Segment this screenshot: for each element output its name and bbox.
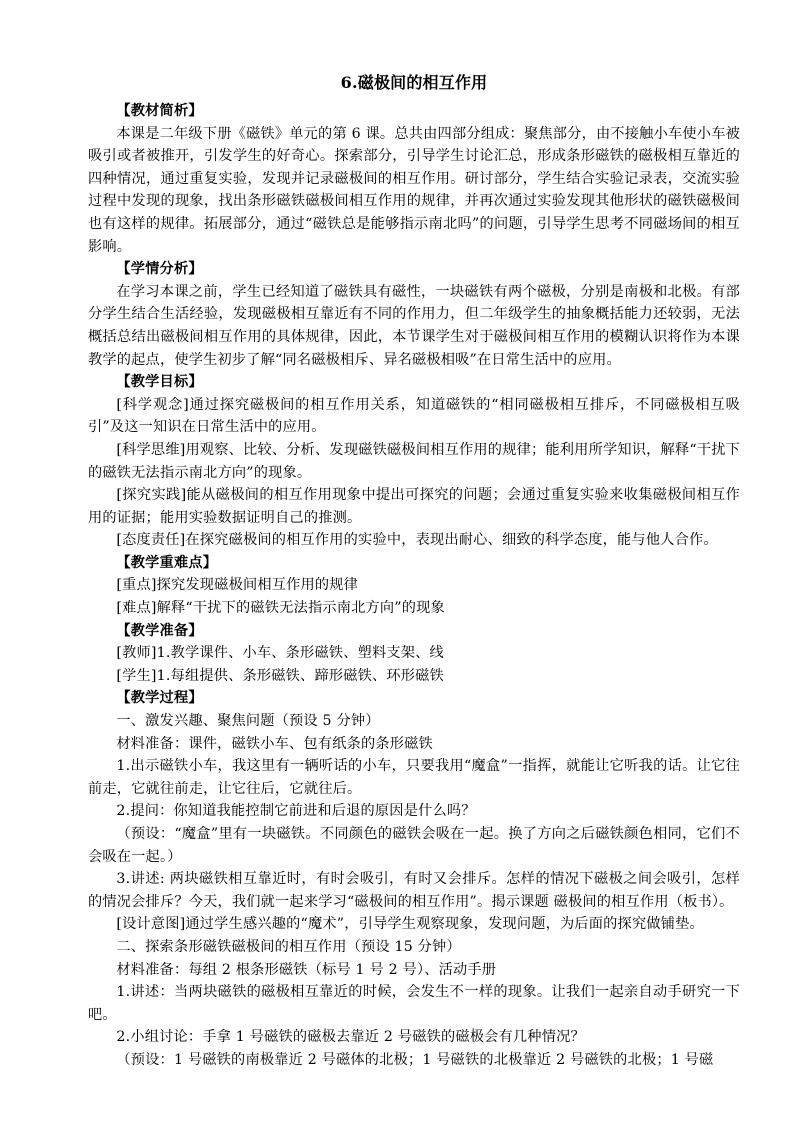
process-step1-item2: 2.提问：你知道我能控制它前进和后退的原因是什么吗？ (116, 803, 476, 820)
process-step1-item1: 1.出示磁铁小车，我这里有一辆听话的小车，只要我用“魔盒”一指挥，就能让它听我的话。让它往前走，它就往前走，让它往后，它就往后。 (88, 758, 740, 797)
process-step2-item2: 2.小组讨论：手拿 1 号磁铁的磁极去靠近 2 号磁铁的磁极会有几种情况？ (116, 1029, 585, 1046)
process-step1-item3: 3.讲述: 两块磁铁相互靠近时，有时会吸引，有时又会排斥。怎样的情况下磁极之间会吸引，怎样的情况会排斥？今天，我们就一起来学习“磁极间的相互作用”。揭示课题 磁极间的相互作用（板书）。 (88, 871, 740, 910)
goal-science-concept: [科学观念]通过探究磁极间的相互作用关系，知道磁铁的“相同磁极相互排斥，不同磁极相互吸引”及这一知识在日常生活中的应用。 (88, 396, 740, 436)
goal-inquiry-practice: [探究实践]能从磁极间的相互作用现象中提出可探究的问题；会通过重复实验来收集磁极间相互作用的证据；能用实验数据证明自己的推测。 (88, 487, 740, 526)
process-step2-materials: 材料准备：每组 2 根条形磁铁（标号 1 号 2 号）、活动手册 (116, 961, 497, 978)
process-step1-prediction: （预设：“魔盒”里有一块磁铁。不同颜色的磁铁会吸在一起。换了方向之后磁铁颜色相同，它们不会吸在一起。） (88, 826, 740, 865)
goal-attitude-responsibility: [态度责任]在探究磁极间的相互作用的实验中，表现出耐心、细致的科学态度，能与他人合作。 (116, 532, 718, 549)
process-step1-title: 一、激发兴趣、聚焦问题（预设 5 分钟） (116, 713, 380, 730)
process-step2-title: 二、探索条形磁铁磁极间的相互作用（预设 15 分钟） (116, 938, 461, 955)
heading-textbook-analysis: 【教材简析】 (116, 103, 203, 119)
goal-science-thinking: [科学思维]用观察、比较、分析、发现磁铁磁极间相互作用的规律；能利用所学知识，解释“干扰下的磁铁无法指示南北方向”的现象。 (88, 441, 740, 481)
heading-teaching-process: 【教学过程】 (116, 690, 203, 707)
heading-teaching-preparation: 【教学准备】 (116, 622, 203, 639)
prep-teacher: [教师]1.教学课件、小车、条形磁铁、塑料支架、线 (116, 645, 444, 662)
process-step1-design-intent: [设计意图]通过学生感兴趣的“魔术”，引导学生观察现象，发现问题，为后面的探究做铺垫。 (116, 916, 704, 933)
heading-student-analysis: 【学情分析】 (116, 261, 203, 278)
process-step2-item1: 1.讲述：当两块磁铁的磁极相互靠近的时候，会发生不一样的现象。让我们一起亲自动手研究一下吧。 (88, 984, 740, 1023)
heading-key-difficult-points: 【教学重难点】 (116, 554, 218, 571)
process-step1-materials: 材料准备：课件，磁铁小车、包有纸条的条形磁铁 (116, 735, 433, 752)
paragraph-textbook-analysis: 本课是二年级下册《磁铁》单元的第 6 课。总共由四部分组成：聚焦部分，由不接触小车使小车被吸引或者被推开，引发学生的好奇心。探索部分，引导学生讨论汇总，形成条形磁铁的磁极相互靠近的四种情况，通过重复实验，发现并记录磁极间的相互作用。研讨部分，学生结合实验记录表，交流实验过程中发现的现象，找出条形磁铁磁极间相互作用的规律，并再次通过实验发现其他形状的磁铁磁极间也有这样的规律。拓展部分，通过“磁铁总是能够指示南北吗”的问题，引导学生思考不同磁场间的相互影响。 (88, 125, 740, 255)
prep-student: [学生]1.每组提供、条形磁铁、蹄形磁铁、环形磁铁 (116, 667, 444, 684)
paragraph-student-analysis: 在学习本课之前，学生已经知道了磁铁具有磁性，一块磁铁有两个磁极，分别是南极和北极。有部分学生结合生活经验，发现磁极相互靠近有不同的作用力，但二年级学生的抽象概括能力还较弱，无法概括总结出磁极间相互作用的具体规律，因此，本节课学生对于磁极间相互作用的模糊认识将作为本课教学的起点，使学生初步了解“同名磁极相斥、异名磁极相吸”在日常生活中的应用。 (88, 283, 740, 368)
page-title: 6.磁极间的相互作用 (340, 73, 488, 92)
process-step2-prediction: （预设：1 号磁铁的南极靠近 2 号磁体的北极；1 号磁铁的北极靠近 2 号磁铁的北极；1 号磁 (116, 1051, 714, 1068)
key-point: [重点]探究发现磁极间相互作用的规律 (116, 577, 359, 594)
document-page (88, 70, 740, 1072)
difficult-point: [难点]解释“干扰下的磁铁无法指示南北方向”的现象 (116, 600, 445, 617)
heading-teaching-goals: 【教学目标】 (116, 374, 203, 391)
